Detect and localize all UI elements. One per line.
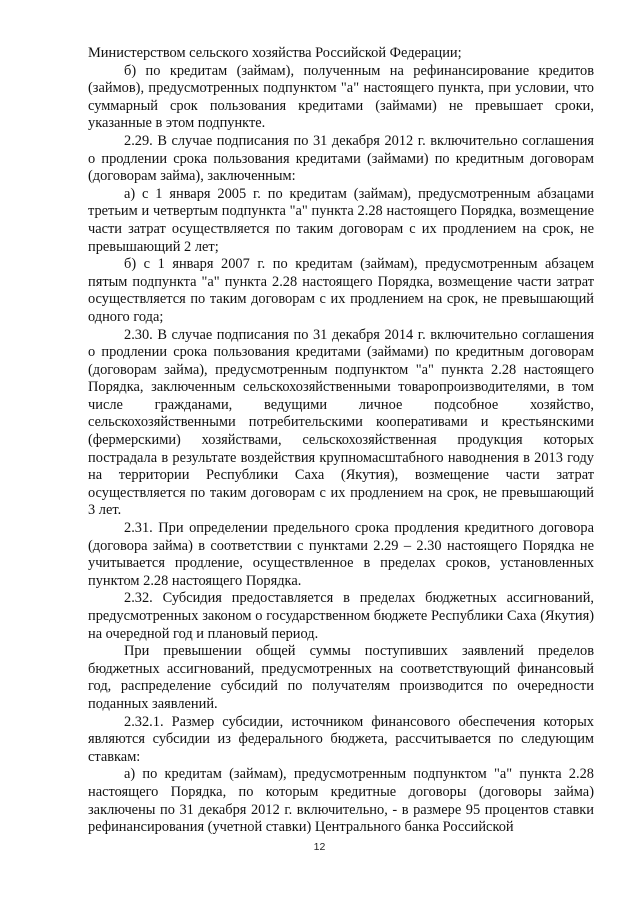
paragraph-p8: При превышении общей суммы поступивших заявлений пределов бюджетных ассигнований, предусмотренных на соответствующий финансовый год, распределение субсидий по получателям производится по очередности поданных заявлений. bbox=[88, 643, 594, 712]
paragraph-p1: б) по кредитам (займам), полученным на рефинансирование кредитов (займов), предусмотренных подпунктом "а" настоящего пункта, при условии, что суммарный срок пользования кредитами (займами) не превышает сроки, указанные в этом подпункте. bbox=[88, 62, 594, 132]
paragraph-p7: 2.32. Субсидия предоставляется в пределах бюджетных ассигнований, предусмотренных законом о государственном бюджете Республики Саха (Якутия) на очередной год и плановый период. bbox=[88, 590, 594, 642]
paragraph-p2: 2.29. В случае подписания по 31 декабря 2012 г. включительно соглашения о продлении срока пользования кредитами (займами) по кредитным договорам (договорам займа), заключенным: bbox=[88, 132, 594, 185]
document-body bbox=[88, 45, 594, 837]
paragraph-p3: а) с 1 января 2005 г. по кредитам (займам), предусмотренным абзацами третьим и четвертым подпункта "а" пункта 2.28 настоящего Порядка, возмещение части затрат осуществляется по таким договорам с их продлением на срок, не превышающий 2 лет; bbox=[88, 185, 594, 255]
paragraph-p9: 2.32.1. Размер субсидии, источником финансового обеспечения которых являются субсидии из федерального бюджета, рассчитывается по следующим ставкам: bbox=[88, 713, 594, 765]
paragraph-p0: Министерством сельского хозяйства Российской Федерации; bbox=[88, 45, 462, 61]
paragraph-p4: б) с 1 января 2007 г. по кредитам (займам), предусмотренным абзацем пятым подпункта "а" пункта 2.28 настоящего Порядка, возмещение части затрат осуществляется по таким договорам с их продлением на срок, не превышающий одного года; bbox=[88, 256, 594, 325]
page-number: 12 bbox=[313, 841, 326, 853]
paragraph-p5: 2.30. В случае подписания по 31 декабря 2014 г. включительно соглашения о продлении срока пользования кредитами (займами) по кредитным договорам (договорам займа), предусмотренным подпунктом "а" пункта 2.28 настоящего Порядка, заключенным сельскохозяйственными товаропроизводителями, в том числе гражданами, ведущими личное подсобное хозяйство, сельскохозяйственными потребительскими кооперативами и крестьянскими (фермерскими) хозяйствами, сельскохозяйственная продукция которых пострадала в результате воздействия крупномасштабного наводнения в 2013 году на территории Республики Саха (Якутия), возмещение части затрат осуществляется по таким договорам с их продлением на срок, не превышающий 3 лет. bbox=[88, 326, 594, 519]
paragraph-p6: 2.31. При определении предельного срока продления кредитного договора (договора займа) в соответствии с пунктами 2.29 – 2.30 настоящего Порядка не учитывается продление, осуществленное в пределах сроков, установленных пунктом 2.28 настоящего Порядка. bbox=[88, 520, 594, 589]
paragraph-p10: а) по кредитам (займам), предусмотренным подпунктом "а" пункта 2.28 настоящего Порядка, по которым кредитные договоры (договоры займа) заключены по 31 декабря 2012 г. включительно, - в размере 95 процентов ставки рефинансирования (учетной ставки) Центрального банка Российской bbox=[88, 766, 594, 836]
